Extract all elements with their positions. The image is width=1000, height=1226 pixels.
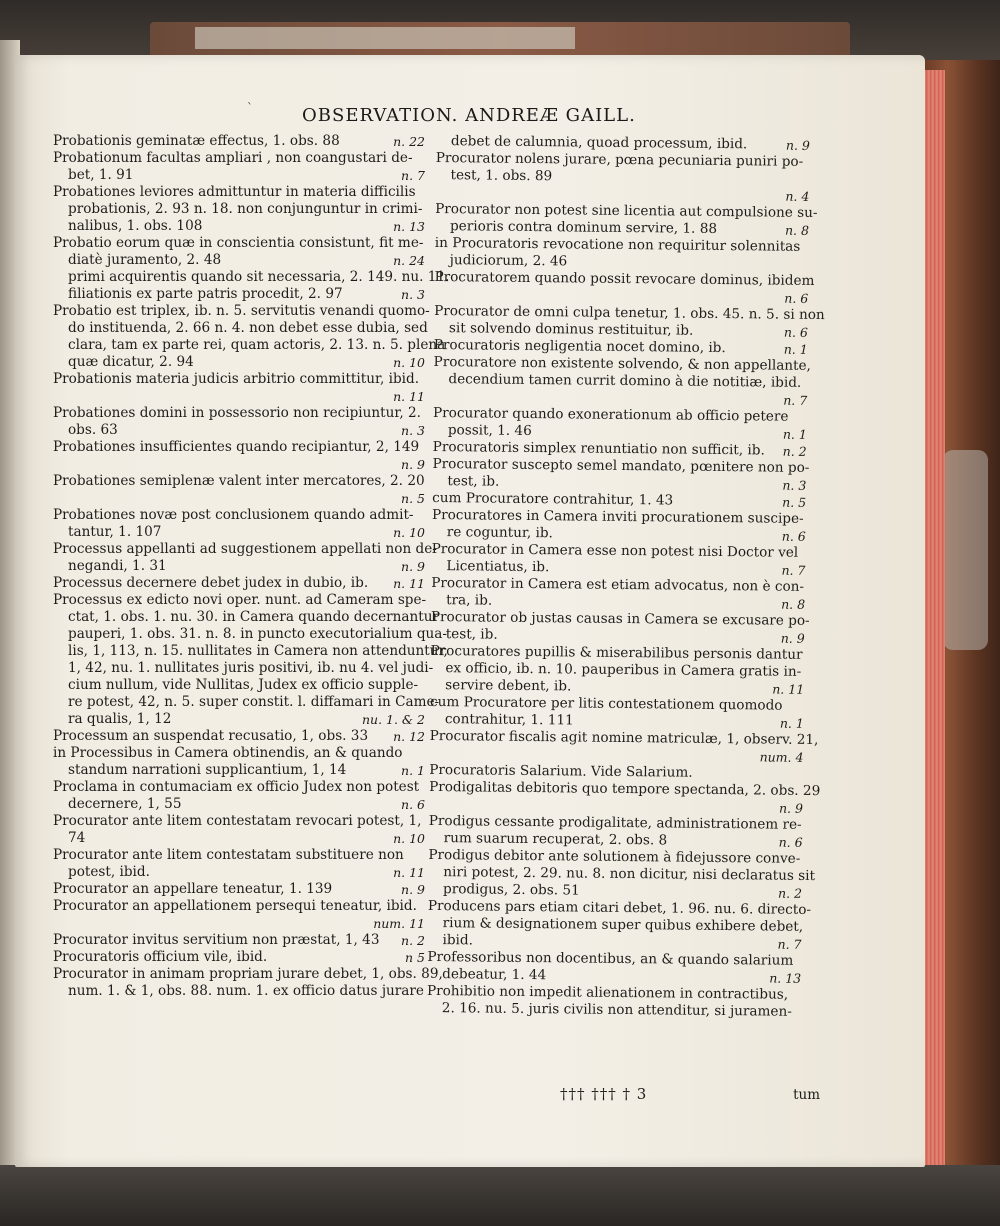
index-line bbox=[53, 405, 425, 422]
index-entry-text: 74 bbox=[68, 830, 86, 846]
index-entry-text: Procurator in Camera est etiam advocatus, non è con- bbox=[431, 574, 805, 595]
index-entry-text: Probatio eorum quæ in conscientia consistunt, fit me- bbox=[53, 235, 424, 251]
index-line bbox=[53, 592, 425, 609]
index-line bbox=[53, 609, 440, 626]
index-line bbox=[53, 864, 425, 881]
index-line bbox=[53, 660, 434, 677]
index-entry-text: 1, 42, nu. 1. nullitates juris positivi, ib. nu 4. vel judi- bbox=[68, 660, 434, 676]
index-entry-number: n. 13 bbox=[769, 970, 802, 986]
index-entry-text: nalibus, 1. obs. 108 bbox=[68, 218, 203, 234]
index-entry-text: Processus decernere debet judex in dubio, ib. bbox=[53, 575, 369, 591]
index-entry-text: debeatur, 1. 44 bbox=[442, 966, 547, 984]
index-entry-number: n. 4 bbox=[785, 188, 810, 204]
index-line bbox=[53, 235, 425, 252]
index-entry-text: re potest, 42, n. 5. super constit. l. diffamari in Came- bbox=[68, 694, 440, 710]
index-entry-text: Procurator non potest sine licentia aut compulsione su- bbox=[435, 200, 818, 221]
index-line bbox=[53, 745, 425, 762]
index-entry-text: ibid. bbox=[442, 932, 474, 949]
index-entry-text: Professoribus non docentibus, an & quando salarium bbox=[427, 948, 794, 969]
index-entry-text: bet, 1. 91 bbox=[68, 167, 134, 183]
index-entry-number: n. 24 bbox=[393, 253, 425, 268]
catchword: tum bbox=[793, 1087, 820, 1103]
index-line bbox=[53, 898, 425, 915]
index-entry-text: Procuratores pupillis & miserabilibus personis dantur bbox=[430, 642, 803, 663]
index-line bbox=[53, 388, 425, 405]
index-entry-text: cium nullum, vide Nullitas, Judex ex officio supple- bbox=[68, 677, 419, 693]
book-page bbox=[15, 55, 925, 1167]
index-entry-number: n. 6 bbox=[784, 290, 809, 306]
index-entry-text: Probationis geminatæ effectus, 1. obs. 88 bbox=[53, 133, 340, 149]
index-entry-number: n. 9 bbox=[778, 800, 804, 816]
index-entry-number: n. 2 bbox=[782, 443, 807, 459]
index-entry-number: n. 7 bbox=[401, 168, 425, 183]
index-line bbox=[53, 218, 425, 235]
index-entry-number: n. 10 bbox=[393, 831, 425, 846]
index-line bbox=[53, 541, 437, 558]
index-entry-number: n. 1 bbox=[783, 341, 808, 357]
index-entry-text: decernere, 1, 55 bbox=[68, 796, 182, 812]
index-line bbox=[53, 881, 425, 898]
index-entry-text: rium & designationem super quibus exhibere debet, bbox=[442, 915, 804, 935]
index-entry-number: n 5 bbox=[405, 950, 425, 965]
index-entry-text: Procurator nolens jurare, pœna pecuniaria puniri po- bbox=[435, 149, 804, 170]
index-entry-number: n. 1 bbox=[401, 763, 425, 778]
index-entry-text: tantur, 1. 107 bbox=[68, 524, 162, 540]
index-entry-text: Processum an suspendat recusatio, 1, obs. 33 bbox=[53, 728, 369, 744]
page-footer bbox=[560, 1085, 820, 1105]
index-entry-text: Processus appellanti ad suggestionem appellati non de- bbox=[53, 541, 437, 557]
index-line bbox=[53, 303, 430, 320]
index-entry-number: n. 5 bbox=[782, 494, 807, 510]
index-line bbox=[53, 830, 425, 847]
index-line bbox=[427, 1000, 801, 1021]
index-entry-text: obs. 63 bbox=[68, 422, 118, 438]
index-entry-number: n. 1 bbox=[779, 715, 804, 731]
index-line bbox=[53, 371, 425, 388]
left-column bbox=[53, 133, 450, 1000]
index-line bbox=[53, 524, 425, 541]
index-entry-text: in Procuratoris revocatione non requiritur solennitas bbox=[434, 234, 801, 255]
index-line bbox=[53, 694, 440, 711]
index-entry-text: Probationes leviores admittuntur in materia difficilis bbox=[53, 184, 416, 200]
index-entry-number: n. 9 bbox=[401, 559, 425, 574]
index-line bbox=[53, 762, 425, 779]
index-entry-number: n. 13 bbox=[393, 219, 425, 234]
index-entry-text: Procurator ante litem contestatam substituere non bbox=[53, 847, 404, 863]
index-entry-text: clara, tam ex parte rei, quam actoris, 2. 13. n. 5. plena bbox=[68, 337, 446, 353]
index-entry-text: ex officio, ib. n. 10. pauperibus in Camera gratis in- bbox=[445, 660, 802, 680]
index-entry-text: Probationes semiplenæ valent inter mercatores, 2. 20 bbox=[53, 473, 425, 489]
index-entry-number: n. 8 bbox=[781, 596, 806, 612]
index-entry-text: Processus ex edicto novi oper. nunt. ad Cameram spe- bbox=[53, 592, 427, 608]
index-entry-text: cum Procuratore per litis contestationem quomodo bbox=[429, 693, 783, 714]
signature-mark: ††† ††† † 3 bbox=[560, 1085, 648, 1103]
index-entry-text: sit solvendo dominus restituitur, ib. bbox=[448, 320, 694, 339]
index-entry-text: test, ib. bbox=[447, 473, 500, 490]
index-entry-text: Licentiatus, ib. bbox=[446, 558, 550, 576]
index-entry-text: Procuratoris simplex renuntiatio non sufficit, ib. bbox=[432, 438, 765, 459]
index-line bbox=[53, 711, 425, 728]
index-entry-text: quæ dicatur, 2. 94 bbox=[68, 354, 194, 370]
index-entry-text: primi acquirentis quando sit necessaria, 2. 149. nu. 11. bbox=[68, 269, 450, 285]
index-entry-text: Prodigus debitor ante solutionem à fidejussore conve- bbox=[428, 846, 801, 867]
index-line bbox=[53, 473, 425, 490]
index-entry-number: n. 5 bbox=[401, 491, 425, 506]
index-entry-text: cum Procuratore contrahitur, 1. 43 bbox=[432, 489, 674, 509]
index-line bbox=[53, 490, 425, 507]
index-entry-text: filiationis ex parte patris procedit, 2. 97 bbox=[68, 286, 343, 302]
index-entry-text: Probationis materia judicis arbitrio committitur, ibid. bbox=[53, 371, 420, 387]
index-entry-text: negandi, 1. 31 bbox=[68, 558, 167, 574]
index-line bbox=[53, 796, 425, 813]
right-column bbox=[426, 133, 825, 1021]
index-entry-text: ra qualis, 1, 12 bbox=[68, 711, 172, 727]
index-entry-number: n. 7 bbox=[781, 562, 806, 578]
index-line bbox=[53, 847, 425, 864]
index-entry-text: test, ib. bbox=[445, 626, 498, 643]
index-entry-number: n. 2 bbox=[778, 885, 803, 901]
index-line bbox=[53, 269, 450, 286]
index-entry-text: Procuratoris officium vile, ibid. bbox=[53, 949, 268, 965]
index-entry-text: lis, 1, 113, n. 15. nullitates in Camera non attenduntur, bbox=[68, 643, 448, 659]
index-line bbox=[53, 320, 428, 337]
index-entry-text: Procuratoris Salarium. Vide Salarium. bbox=[429, 761, 693, 781]
index-entry-text: Procurator invitus servitium non præstat, 1, 43 bbox=[53, 932, 380, 948]
index-entry-number: n. 10 bbox=[393, 355, 425, 370]
index-entry-text: Proclama in contumaciam ex officio Judex non potest bbox=[53, 779, 420, 795]
index-entry-number: n. 9 bbox=[401, 882, 425, 897]
index-entry-number: n. 9 bbox=[785, 137, 810, 153]
index-entry-number: n. 3 bbox=[782, 477, 807, 493]
index-line bbox=[53, 949, 425, 966]
headband-wear bbox=[195, 27, 575, 49]
index-entry-text: Probationes insufficientes quando recipiantur, 2, 149 bbox=[53, 439, 420, 455]
index-line bbox=[53, 813, 425, 830]
index-entry-text: Procurator quando exonerationum ab officio petere bbox=[432, 404, 789, 425]
index-line bbox=[53, 779, 425, 796]
index-entry-text: rum suarum recuperat, 2. obs. 8 bbox=[443, 830, 668, 849]
index-line bbox=[53, 507, 425, 524]
index-entry-text: servire debent, ib. bbox=[445, 677, 572, 695]
index-entry-number: n. 6 bbox=[781, 528, 806, 544]
index-entry-number: n. 10 bbox=[393, 525, 425, 540]
index-entry-text: Procuratoris negligentia nocet domino, ib. bbox=[433, 336, 726, 357]
index-entry-number: n. 9 bbox=[780, 630, 805, 646]
index-entry-text: Probatio est triplex, ib. n. 5. servitutis venandi quomo- bbox=[53, 303, 430, 319]
index-entry-number: n. 12 bbox=[393, 729, 425, 744]
index-entry-text: Procuratore non existente solvendo, & non appellante, bbox=[433, 353, 812, 374]
index-entry-text: num. 1. & 1, obs. 88. num. 1. ex officio datus jurare bbox=[68, 983, 424, 999]
index-entry-text: pauperi, 1. obs. 31. n. 8. in puncto executorialium qua- bbox=[68, 626, 447, 642]
index-entry-text: Procurator de omni culpa tenetur, 1. obs. 45. n. 5. si non bbox=[434, 302, 825, 324]
page-mark: ˋ bbox=[247, 101, 253, 115]
index-entry-text: Probationum facultas ampliari , non coangustari de- bbox=[53, 150, 413, 166]
index-entry-text: Prohibitio non impedit alienationem in contractibus, bbox=[426, 982, 789, 1003]
index-entry-text: Probationes novæ post conclusionem quando admit- bbox=[53, 507, 414, 523]
index-entry-number: n. 11 bbox=[393, 865, 425, 880]
index-entry-text: Procurator ante litem contestatam revocari potest, 1, bbox=[53, 813, 422, 829]
index-entry-text: Procurator suscepto semel mandato, pœnitere non po- bbox=[432, 455, 810, 476]
index-line bbox=[53, 456, 425, 473]
index-entry-text: probationis, 2. 93 n. 18. non conjunguntur in crimi- bbox=[68, 201, 423, 217]
index-line bbox=[53, 286, 425, 303]
index-entry-text: do instituenda, 2. 66 n. 4. non debet esse dubia, sed bbox=[68, 320, 428, 336]
index-entry-number: num. 11 bbox=[373, 916, 425, 931]
index-line bbox=[53, 422, 425, 439]
index-entry-text: Procurator an appellationem persequi teneatur, ibid. bbox=[53, 898, 417, 914]
index-entry-text: Prodigus cessante prodigalitate, administrationem re- bbox=[428, 812, 802, 833]
index-line bbox=[53, 167, 425, 184]
index-line bbox=[53, 983, 425, 1000]
index-entry-number: n. 9 bbox=[401, 457, 425, 472]
index-entry-number: n. 6 bbox=[778, 834, 803, 850]
index-entry-number: num. 4 bbox=[759, 749, 804, 765]
index-entry-number: n. 7 bbox=[777, 936, 802, 952]
index-entry-number: n. 11 bbox=[393, 389, 425, 404]
index-entry-number: n. 11 bbox=[772, 681, 805, 697]
index-entry-number: n. 3 bbox=[401, 287, 425, 302]
index-entry-number: n. 7 bbox=[783, 392, 808, 408]
index-entry-text: tra, ib. bbox=[446, 592, 493, 609]
index-entry-text: Procuratores in Camera inviti procurationem suscipe- bbox=[431, 506, 804, 527]
index-line bbox=[53, 439, 425, 456]
index-line bbox=[53, 201, 425, 218]
index-entry-text: possit, 1. 46 bbox=[447, 422, 532, 440]
index-line bbox=[53, 932, 425, 949]
index-line bbox=[53, 966, 443, 983]
index-entry-text: Procurator fiscalis agit nomine matriculæ, 1, observ. 21, bbox=[429, 727, 819, 749]
index-line bbox=[53, 626, 447, 643]
index-line bbox=[53, 150, 425, 167]
index-entry-number: n. 2 bbox=[401, 933, 425, 948]
index-entry-number: n. 11 bbox=[393, 576, 425, 591]
index-entry-text: potest, ibid. bbox=[68, 864, 150, 880]
index-entry-text: niri potest, 2. 29. nu. 8. non dicitur, nisi declaratus sit bbox=[443, 864, 816, 885]
index-entry-text: Procuratorem quando possit revocare dominus, ibidem bbox=[434, 268, 815, 289]
index-entry-text: Procurator ob justas causas in Camera se excusare po- bbox=[430, 608, 810, 629]
index-entry-number: n. 6 bbox=[783, 324, 809, 340]
index-line bbox=[53, 558, 425, 575]
index-entry-text: Procurator in Camera esse non potest nisi Doctor vel bbox=[431, 540, 799, 561]
index-entry-text: decendium tamen currit domino à die notitiæ, ibid. bbox=[448, 371, 802, 391]
index-entry-text: diatè juramento, 2. 48 bbox=[68, 252, 222, 268]
index-entry-text: test, 1. obs. 89 bbox=[450, 167, 553, 185]
index-entry-text: Procurator an appellare teneatur, 1. 139 bbox=[53, 881, 333, 897]
index-entry-text: debet de calumnia, quoad processum, ibid. bbox=[450, 133, 748, 153]
index-entry-text: contrahitur, 1. 111 bbox=[444, 711, 574, 729]
running-header: OBSERVATION. ANDREÆ GAILL. bbox=[302, 105, 636, 126]
index-line bbox=[53, 915, 425, 932]
index-entry-text: prodigus, 2. obs. 51 bbox=[442, 881, 580, 899]
index-entry-text: 2. 16. nu. 5. juris civilis non attenditur, si juramen- bbox=[441, 1000, 792, 1020]
index-entry-text: Procurator in animam propriam jurare debet, 1, obs. 89, bbox=[53, 966, 443, 982]
index-entry-text: perioris contra dominum servire, 1. 88 bbox=[449, 218, 718, 237]
index-entry-number: nu. 1. & 2 bbox=[361, 712, 425, 727]
index-entry-number: n. 3 bbox=[401, 423, 425, 438]
index-line bbox=[53, 728, 425, 745]
index-entry-number: n. 1 bbox=[782, 426, 807, 442]
cover-wear bbox=[943, 450, 988, 650]
index-line bbox=[53, 252, 425, 269]
index-entry-number: n. 8 bbox=[784, 222, 810, 238]
index-entry-text: Probationes domini in possessorio non recipiuntur, 2. bbox=[53, 405, 421, 421]
index-entry-text: standum narrationi supplicantium, 1, 14 bbox=[68, 762, 347, 778]
index-entry-text: re coguntur, ib. bbox=[446, 524, 554, 542]
index-entry-number: n. 22 bbox=[393, 134, 425, 149]
index-line bbox=[53, 643, 448, 660]
index-entry-number: n. 6 bbox=[401, 797, 425, 812]
index-entry-text: in Processibus in Camera obtinendis, an & quando bbox=[53, 745, 403, 761]
background-bottom bbox=[0, 1165, 1000, 1226]
index-line bbox=[53, 677, 425, 694]
index-line bbox=[53, 337, 446, 354]
index-entry-text: ctat, 1. obs. 1. nu. 30. in Camera quando decernantur bbox=[68, 609, 440, 625]
index-entry-text: Prodigalitas debitoris quo tempore spectanda, 2. obs. 29 bbox=[429, 778, 821, 800]
index-line bbox=[53, 354, 425, 371]
index-line bbox=[53, 184, 425, 201]
index-line bbox=[53, 575, 425, 592]
index-line bbox=[53, 133, 425, 150]
index-entry-text: judiciorum, 2. 46 bbox=[449, 252, 568, 270]
index-entry-text: Producens pars etiam citari debet, 1. 96. nu. 6. directo- bbox=[427, 897, 812, 918]
